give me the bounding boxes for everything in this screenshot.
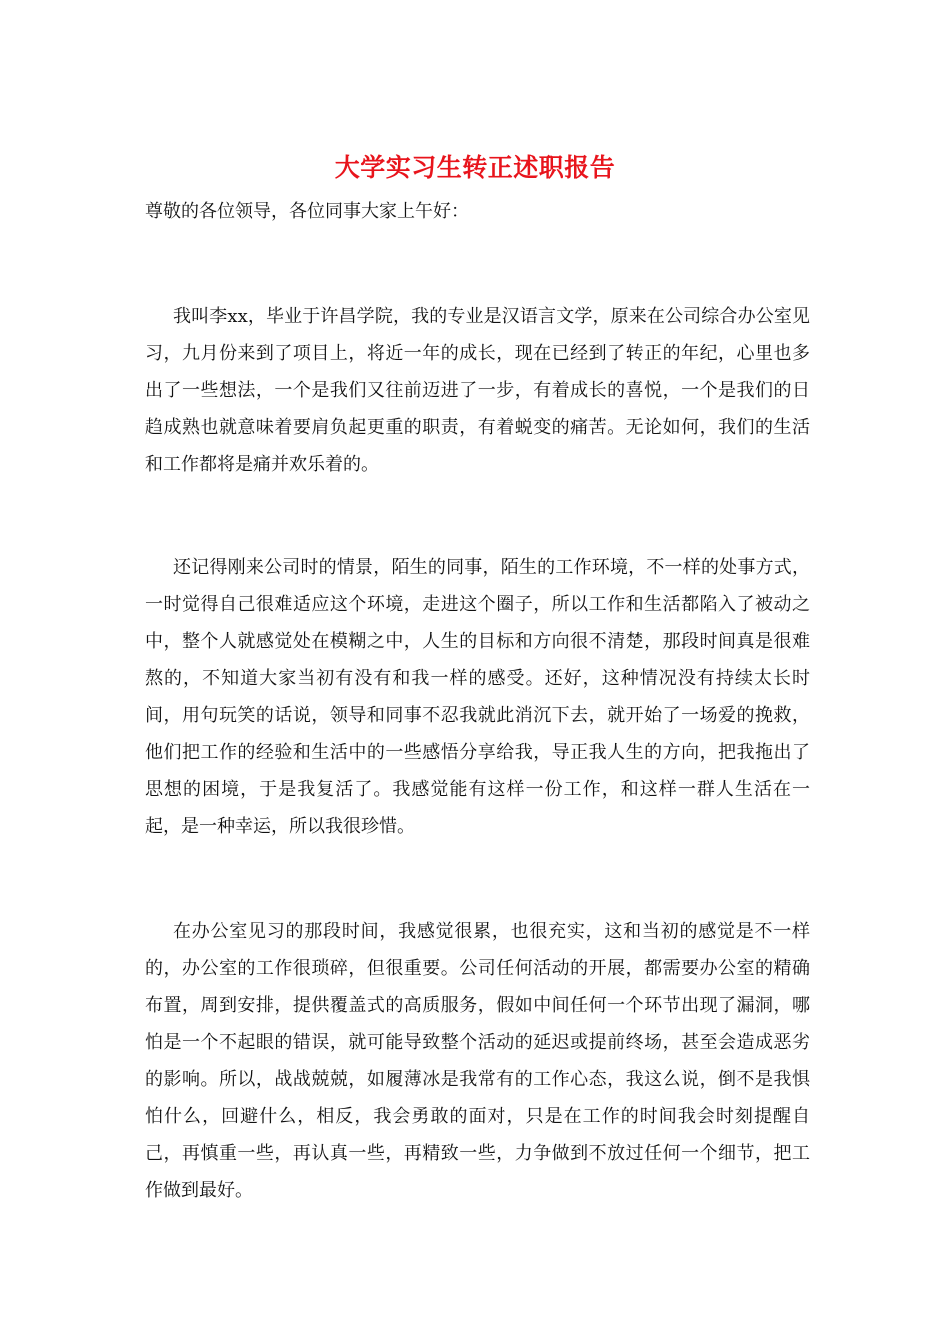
paragraph-2: 还记得刚来公司时的情景，陌生的同事，陌生的工作环境，不一样的处事方式，一时觉得自己很难适应这个环境，走进这个圈子，所以工作和生活都陷入了被动之中，整个人就感觉处在模糊之中，人生的目标和方向很不清楚，那段时间真是很难熬的，不知道大家当初有没有和我一样的感受。还好，这种情况没有持续太长时间，用句玩笑的话说，领导和同事不忍我就此消沉下去，就开始了一场爱的挽救，他们把工作的经验和生活中的一些感悟分享给我，导正我人生的方向，把我拖出了思想的困境，于是我复活了。我感觉能有这样一份工作，和这样一群人生活在一起，是一种幸运，所以我很珍惜。	[145, 557, 810, 837]
paragraph-3: 在办公室见习的那段时间，我感觉很累，也很充实，这和当初的感觉是不一样的，办公室的工作很琐碎，但很重要。公司任何活动的开展，都需要办公室的精确布置，周到安排，提供覆盖式的高质服务，假如中间任何一个环节出现了漏洞，哪怕是一个不起眼的错误，就可能导致整个活动的延迟或提前终场，甚至会造成恶劣的影响。所以，战战兢兢，如履薄冰是我常有的工作心态，我这么说，倒不是我惧怕什么，回避什么，相反，我会勇敢的面对，只是在工作的时间我会时刻提醒自己，再慎重一些，再认真一些，再精致一些，力争做到不放过任何一个细节，把工作做到最好。	[145, 921, 810, 1201]
greeting-line: 尊敬的各位领导，各位同事大家上午好：	[145, 201, 469, 222]
paragraph-1: 我叫李xx，毕业于许昌学院，我的专业是汉语言文学，原来在公司综合办公室见习，九月份来到了项目上，将近一年的成长，现在已经到了转正的年纪，心里也多出了一些想法，一个是我们又往前迈进了一步，有着成长的喜悦，一个是我们的日趋成熟也就意味着要肩负起更重的职责，有着蜕变的痛苦。无论如何，我们的生活和工作都将是痛并欢乐着的。	[145, 306, 810, 475]
document-title: 大学实习生转正述职报告	[334, 153, 616, 182]
